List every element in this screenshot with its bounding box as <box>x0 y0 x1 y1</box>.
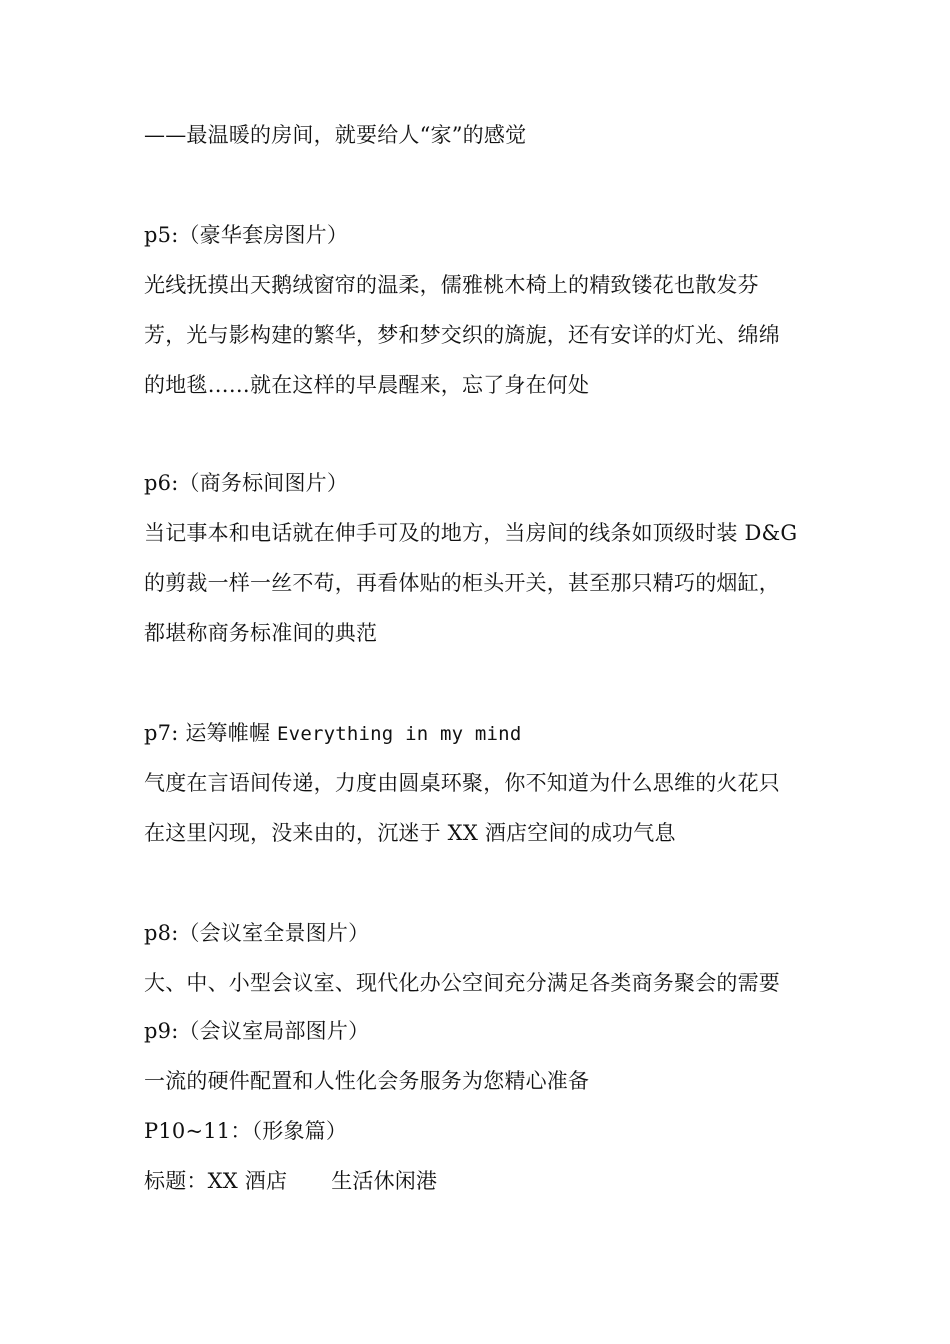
title-slogan: 生活休闲港 <box>331 1169 438 1193</box>
title-label: 标题：XX 酒店 <box>144 1169 288 1193</box>
p6-paragraph-line-2: 的剪裁一样一丝不苟，再看体贴的柜头开关，甚至那只精巧的烟缸， <box>144 571 780 595</box>
p7-heading-en: Everything in my mind <box>277 723 522 745</box>
p10-11-heading: P10~11：（形象篇） <box>144 1119 348 1143</box>
p6-heading: p6:（商务标间图片） <box>144 471 349 495</box>
p9-heading: p9:（会议室局部图片） <box>144 1019 370 1043</box>
title-line <box>144 1168 814 1194</box>
p5-paragraph-line-3: 的地毯……就在这样的早晨醒来，忘了身在何处 <box>144 373 590 397</box>
p7-paragraph-line-1: 气度在言语间传递，力度由圆桌环聚，你不知道为什么思维的火花只 <box>144 771 780 795</box>
p5-paragraph-line-2: 芳，光与影构建的繁华，梦和梦交织的旖旎，还有安详的灯光、绵绵 <box>144 323 780 347</box>
p5-paragraph-line-1: 光线抚摸出天鹅绒窗帘的温柔，儒雅桃木椅上的精致镂花也散发芬 <box>144 273 759 297</box>
p9-paragraph-line-1: 一流的硬件配置和人性化会务服务为您精心准备 <box>144 1069 590 1093</box>
p7-heading-cn: p7: 运筹帷幄 <box>144 721 271 745</box>
p7-paragraph-line-2: 在这里闪现，没来由的，沉迷于 XX 酒店空间的成功气息 <box>144 821 676 845</box>
p5-heading: p5:（豪华套房图片） <box>144 223 349 247</box>
intro-line: ——最温暖的房间，就要给人“家”的感觉 <box>144 123 527 147</box>
p8-paragraph-line-1: 大、中、小型会议室、现代化办公空间充分满足各类商务聚会的需要 <box>144 971 780 995</box>
p8-heading: p8:（会议室全景图片） <box>144 921 370 945</box>
p6-paragraph-line-3: 都堪称商务标准间的典范 <box>144 621 378 645</box>
p7-heading <box>144 720 814 747</box>
p6-paragraph-line-1: 当记事本和电话就在伸手可及的地方，当房间的线条如顶级时装 D&G <box>144 521 798 545</box>
